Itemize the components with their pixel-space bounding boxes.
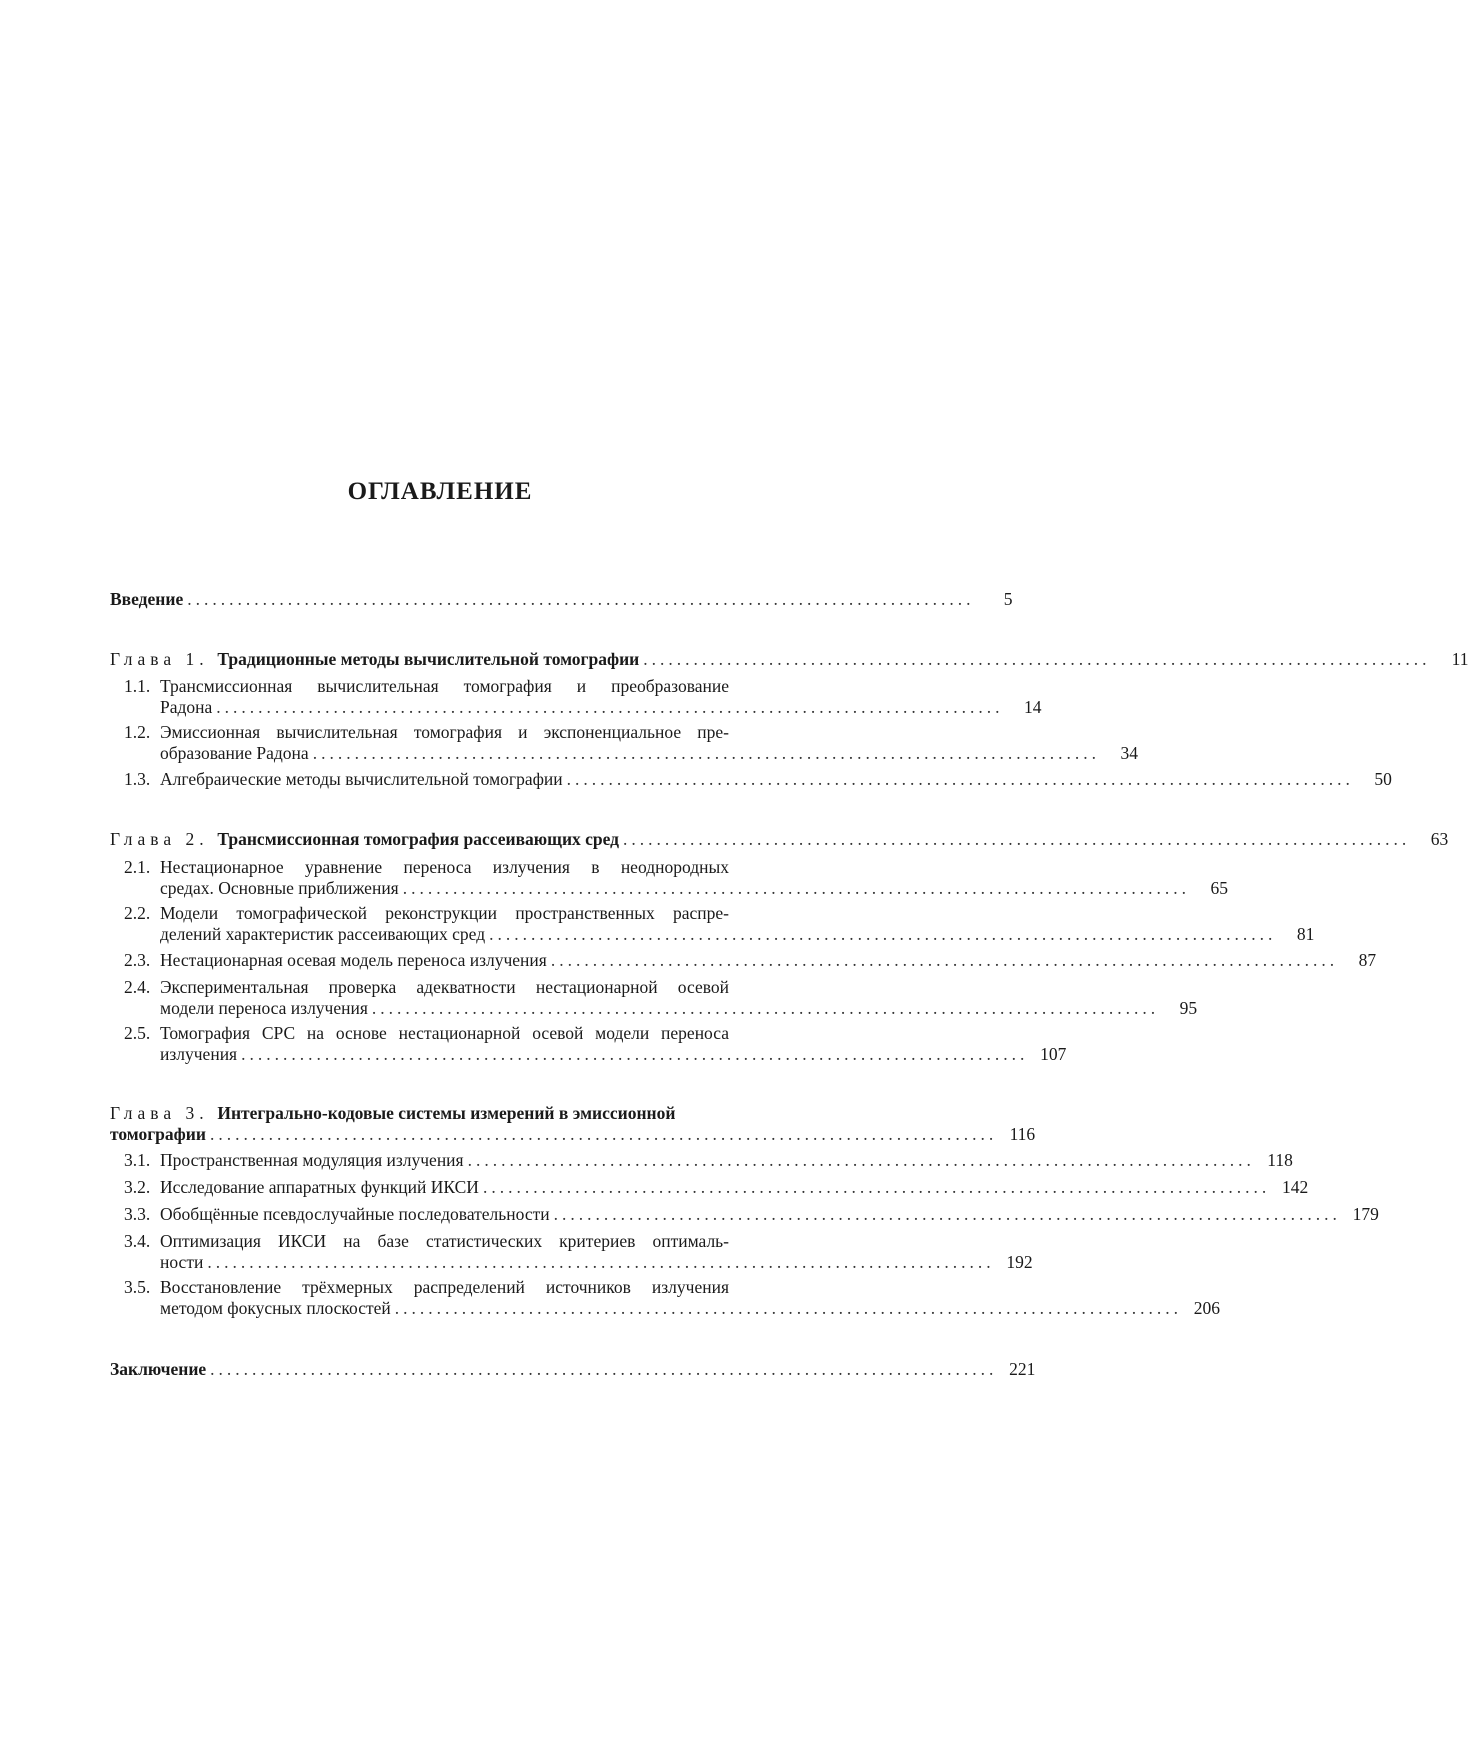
- leader-dots: ..............................................................................................: [210, 1359, 998, 1379]
- toc-chapter-3[interactable]: [110, 1103, 1036, 1145]
- chapter-prefix: Глава 3.: [110, 1103, 209, 1123]
- section-page: 14: [1024, 697, 1042, 717]
- toc-section-1-3[interactable]: [110, 769, 1392, 790]
- section-title-line2: излучения: [160, 1044, 238, 1064]
- leader-dots: ..............................................................................................: [623, 829, 1411, 849]
- section-title-line1: Оптимизация ИКСИ на базе статистических критериев оптималь-: [160, 1231, 729, 1251]
- toc-section-2-5[interactable]: [110, 1023, 1067, 1065]
- section-title-line1: Обобщённые псевдослучайные последовательности: [160, 1204, 550, 1224]
- section-number: 3.2.: [124, 1177, 151, 1197]
- leader-dots: ..............................................................................................: [566, 769, 1354, 789]
- leader-dots: ..............................................................................................: [553, 1204, 1341, 1224]
- leader-dots: ..............................................................................................: [467, 1150, 1255, 1170]
- section-title-line1: Исследование аппаратных функций ИКСИ: [160, 1177, 479, 1197]
- toc-section-3-1[interactable]: [110, 1150, 1293, 1171]
- toc-chapter-1[interactable]: [110, 649, 1469, 670]
- section-page: 142: [1281, 1177, 1309, 1197]
- section-page: 50: [1374, 769, 1392, 789]
- toc-section-2-2[interactable]: [110, 903, 1315, 945]
- section-title-line1: Нестационарная осевая модель переноса излучения: [160, 950, 547, 970]
- toc-chapter-2[interactable]: [110, 829, 1449, 850]
- leader-dots: ..............................................................................................: [489, 924, 1277, 944]
- leader-dots: ..............................................................................................: [216, 697, 1004, 717]
- section-number: 3.1.: [124, 1150, 151, 1170]
- chapter-prefix: Глава 1.: [110, 649, 209, 669]
- section-number: 3.4.: [124, 1231, 151, 1251]
- toc-entry-conclusion[interactable]: [110, 1359, 1036, 1380]
- section-number: 1.1.: [124, 676, 151, 696]
- section-page: 65: [1210, 878, 1228, 898]
- toc-conclusion-page: 221: [1009, 1359, 1036, 1379]
- toc-section-2-1[interactable]: [110, 857, 1228, 899]
- leader-dots: ..............................................................................................: [209, 1124, 998, 1144]
- toc-section-2-3[interactable]: [110, 950, 1377, 971]
- toc-section-3-4[interactable]: [110, 1231, 1033, 1273]
- leader-dots: ..............................................................................................: [187, 589, 975, 609]
- toc-section-1-2[interactable]: [110, 722, 1138, 764]
- section-number: 2.5.: [124, 1023, 151, 1043]
- chapter-page: 63: [1430, 829, 1449, 849]
- section-number: 1.3.: [124, 769, 151, 789]
- section-page: 179: [1352, 1204, 1379, 1224]
- section-title-line1: Экспериментальная проверка адекватности нестационарной осевой: [160, 977, 729, 997]
- toc-section-3-3[interactable]: [110, 1204, 1379, 1225]
- page-title: ОГЛАВЛЕНИЕ: [347, 478, 533, 505]
- section-number: 2.4.: [124, 977, 151, 997]
- section-page: 192: [1006, 1252, 1033, 1272]
- section-title-line2: средах. Основные приближения: [160, 878, 399, 898]
- leader-dots: ..............................................................................................: [241, 1044, 1029, 1064]
- section-page: 95: [1179, 998, 1198, 1018]
- section-title-line1: Восстановление трёхмерных распределений источников излучения: [160, 1277, 729, 1297]
- chapter-title: Трансмиссионная томография рассеивающих сред: [217, 829, 620, 849]
- section-title-line1: Трансмиссионная вычислительная томография и преобразование: [160, 676, 729, 696]
- chapter-title: Интегрально-кодовые системы измерений в эмиссионной: [217, 1103, 676, 1123]
- chapter-prefix: Глава 2.: [110, 829, 209, 849]
- leader-dots: ..............................................................................................: [402, 878, 1190, 898]
- section-title-line2: образование Радона: [160, 743, 309, 763]
- section-title-line2: ности: [160, 1252, 204, 1272]
- section-page: 34: [1120, 743, 1138, 763]
- leader-dots: ..............................................................................................: [371, 998, 1160, 1018]
- toc-section-2-4[interactable]: [110, 977, 1198, 1019]
- leader-dots: ..............................................................................................: [643, 649, 1431, 669]
- section-number: 3.5.: [124, 1277, 151, 1297]
- section-title-line1: Томография СРС на основе нестационарной осевой модели переноса: [160, 1023, 729, 1043]
- section-number: 1.2.: [124, 722, 151, 742]
- section-title-line1: Алгебраические методы вычислительной томографии: [160, 769, 563, 789]
- section-title-line1: Модели томографической реконструкции пространственных распре-: [160, 903, 729, 923]
- leader-dots: ..............................................................................................: [207, 1252, 995, 1272]
- section-title-line2: методом фокусных плоскостей: [160, 1298, 391, 1318]
- toc-entry-intro[interactable]: [110, 589, 1013, 610]
- chapter-page: 116: [1009, 1124, 1036, 1144]
- section-page: 81: [1296, 924, 1315, 944]
- section-number: 2.2.: [124, 903, 151, 923]
- chapter-page: 11: [1451, 649, 1469, 669]
- section-title-line2: модели переноса излучения: [160, 998, 368, 1018]
- section-number: 2.3.: [124, 950, 151, 970]
- toc-intro-label: Введение: [110, 589, 184, 609]
- section-page: 107: [1040, 1044, 1067, 1064]
- toc-section-3-2[interactable]: [110, 1177, 1309, 1198]
- toc-conclusion-label: Заключение: [110, 1359, 207, 1379]
- section-number: 2.1.: [124, 857, 151, 877]
- section-title-line1: Нестационарное уравнение переноса излучения в неоднородных: [160, 857, 729, 877]
- leader-dots: ..............................................................................................: [394, 1298, 1183, 1318]
- section-page: 87: [1358, 950, 1377, 970]
- leader-dots: ..............................................................................................: [312, 743, 1100, 763]
- chapter-title: Традиционные методы вычислительной томографии: [217, 649, 640, 669]
- section-page: 206: [1193, 1298, 1221, 1318]
- section-title-line2: Радона: [160, 697, 213, 717]
- leader-dots: ..............................................................................................: [550, 950, 1339, 970]
- section-number: 3.3.: [124, 1204, 151, 1224]
- leader-dots: ..............................................................................................: [482, 1177, 1271, 1197]
- toc-section-3-5[interactable]: [110, 1277, 1221, 1319]
- section-page: 118: [1267, 1150, 1293, 1170]
- toc-intro-page: 5: [1003, 589, 1013, 609]
- section-title-line1: Пространственная модуляция излучения: [160, 1150, 464, 1170]
- section-title-line1: Эмиссионная вычислительная томография и экспоненциальное пре-: [160, 722, 729, 742]
- section-title-line2: делений характеристик рассеивающих сред: [160, 924, 486, 944]
- toc-section-1-1[interactable]: [110, 676, 1042, 718]
- chapter-title-line2: томографии: [110, 1124, 206, 1144]
